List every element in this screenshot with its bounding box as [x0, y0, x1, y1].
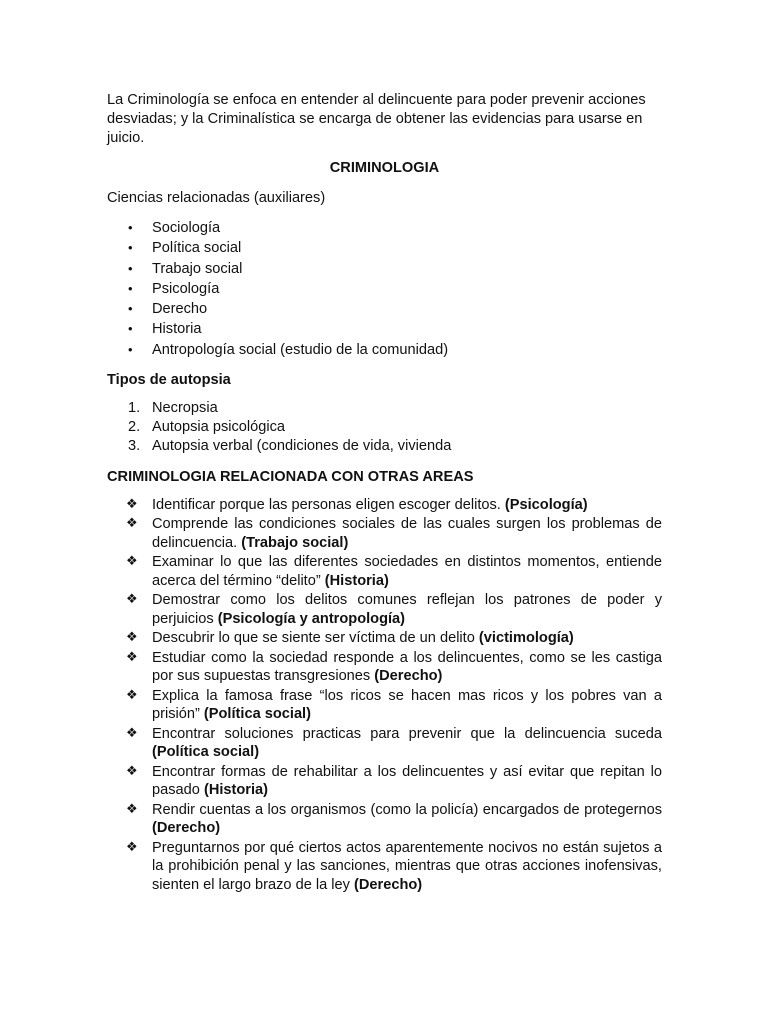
- section-title: CRIMINOLOGIA: [329, 160, 440, 176]
- list-item: [107, 238, 662, 258]
- list-item-text: Encontrar formas de rehabilitar a los delincuentes y así evitar que repitan lo pasado: [152, 763, 662, 799]
- list-item: [107, 399, 662, 418]
- bullet-icon: •: [128, 301, 133, 317]
- diamond-bullet-icon: ❖: [126, 687, 138, 703]
- bullet-icon: •: [128, 321, 133, 337]
- discipline-tag: (Derecho): [152, 820, 221, 837]
- bullet-icon: •: [128, 280, 133, 296]
- diamond-bullet-icon: ❖: [126, 649, 138, 665]
- list-item-text: Estudiar como la sociedad responde a los delincuentes, como se les castiga por sus supuestas transgresiones: [152, 649, 662, 685]
- diamond-bullet-icon: ❖: [126, 592, 138, 608]
- list-item-text: Historia: [152, 321, 202, 338]
- list-item-text: Descubrir lo que se siente ser víctima de un delito: [152, 630, 475, 647]
- list-item-text: Antropología social (estudio de la comunidad): [152, 341, 449, 358]
- diamond-bullet-icon: ❖: [126, 801, 138, 817]
- related-areas-heading: CRIMINOLOGIA RELACIONADA CON OTRAS AREAS: [107, 468, 474, 485]
- list-item: [107, 553, 662, 590]
- list-number: 2.: [128, 419, 141, 436]
- list-item: [107, 763, 662, 800]
- list-item: [107, 591, 662, 628]
- list-item: [107, 649, 662, 686]
- autopsy-types-list: [107, 399, 662, 457]
- discipline-tag: (victimología): [478, 630, 574, 647]
- list-item-text: Política social: [152, 240, 242, 257]
- list-item: [107, 725, 662, 762]
- list-item-text: Necropsia: [152, 400, 218, 417]
- list-item-text: Psicología: [152, 280, 220, 297]
- diamond-bullet-icon: ❖: [126, 763, 138, 779]
- list-item-text: Derecho: [152, 301, 208, 318]
- discipline-tag: (Historia): [203, 782, 269, 799]
- diamond-bullet-icon: ❖: [126, 496, 138, 512]
- list-item: [107, 437, 662, 456]
- list-item: [107, 418, 662, 437]
- list-item-text: Rendir cuentas a los organismos (como la policía) encargados de protegernos: [152, 801, 662, 818]
- discipline-tag: (Historia): [324, 572, 389, 589]
- intro-paragraph: La Criminología se enfoca en entender al delincuente para poder prevenir acciones desviadas; y la Criminalística se encarga de obtener las evidencias para usarse en juicio.: [107, 92, 646, 146]
- list-item-text: Preguntarnos por qué ciertos actos aparentemente nocivos no están sujetos a la prohibición penal y las sanciones, mientras que otras acciones inofensivas, sienten el largo brazo de la ley: [152, 839, 662, 893]
- list-item: [107, 218, 662, 238]
- discipline-tag: (Política social): [203, 706, 311, 723]
- list-item: [107, 279, 662, 299]
- list-item-text: Encontrar soluciones practicas para prevenir que la delincuencia suceda: [152, 725, 662, 742]
- list-item-text: Comprende las condiciones sociales de las cuales surgen los problemas de delincuencia.: [152, 516, 662, 551]
- list-item: [107, 299, 662, 319]
- list-item: [107, 340, 662, 360]
- list-item: [107, 319, 662, 339]
- diamond-bullet-icon: ❖: [126, 839, 138, 855]
- document-page: [107, 91, 662, 895]
- list-number: 1.: [128, 400, 141, 417]
- list-item-text: Trabajo social: [152, 260, 243, 277]
- discipline-tag: (Política social): [152, 744, 260, 761]
- bullet-icon: •: [128, 220, 133, 235]
- discipline-tag: (Psicología): [504, 496, 588, 513]
- diamond-bullet-icon: ❖: [126, 630, 138, 646]
- related-sciences-heading: Ciencias relacionadas (auxiliares): [107, 190, 326, 206]
- list-number: 3.: [128, 438, 141, 455]
- list-item-text: Examinar lo que las diferentes sociedades en distintos momentos, entiende acerca del término “delito”: [152, 554, 662, 589]
- list-item-text: Sociología: [152, 220, 221, 236]
- list-item: [107, 515, 662, 552]
- autopsy-types-heading: Tipos de autopsia: [107, 372, 231, 389]
- list-item: [107, 629, 662, 647]
- list-item-text: Autopsia psicológica: [152, 419, 286, 436]
- list-item: [107, 259, 662, 279]
- list-item: [107, 687, 662, 724]
- bullet-icon: •: [128, 341, 133, 357]
- list-item-text: Autopsia verbal (condiciones de vida, vivienda: [152, 438, 452, 455]
- diamond-bullet-icon: ❖: [126, 725, 138, 741]
- discipline-tag: (Derecho): [354, 876, 423, 893]
- discipline-tag: (Derecho): [374, 668, 443, 685]
- bullet-icon: •: [128, 260, 133, 276]
- diamond-bullet-icon: ❖: [126, 516, 138, 532]
- discipline-tag: (Psicología y antropología): [217, 610, 406, 627]
- list-item: [107, 839, 662, 894]
- discipline-tag: (Trabajo social): [241, 534, 349, 551]
- bullet-icon: •: [128, 240, 133, 256]
- list-item-text: Identificar porque las personas eligen escoger delitos.: [152, 496, 501, 513]
- related-sciences-list: [107, 218, 662, 360]
- list-item: [107, 496, 662, 514]
- diamond-bullet-icon: ❖: [126, 554, 138, 570]
- list-item: [107, 801, 662, 838]
- related-areas-list: [107, 496, 662, 894]
- list-item-text: Explica la famosa frase “los ricos se hacen mas ricos y los pobres van a prisión”: [152, 687, 662, 723]
- list-item-text: Demostrar como los delitos comunes reflejan los patrones de poder y perjuicios: [152, 592, 662, 627]
